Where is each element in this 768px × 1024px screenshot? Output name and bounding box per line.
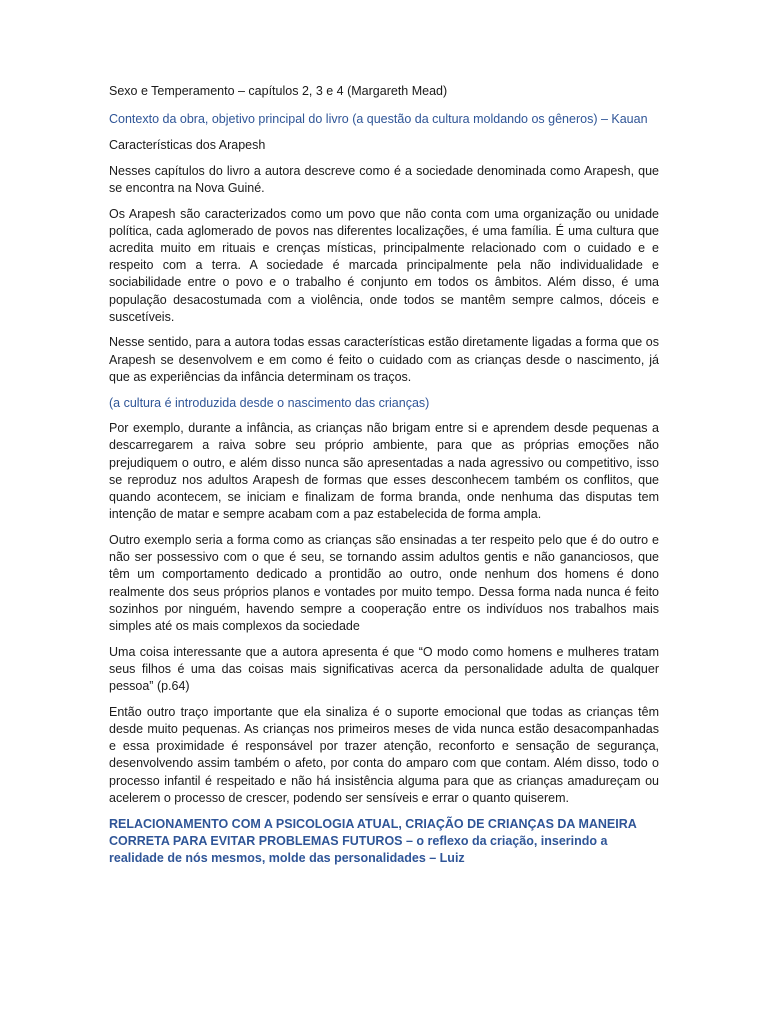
paragraph: Uma coisa interessante que a autora apresenta é que “O modo como homens e mulheres tratam seus filhos é uma das coisas mais significativas acerca da personalidade adulta de qualquer pessoa” (p.64) <box>109 644 659 694</box>
paragraph: Nesses capítulos do livro a autora descreve como é a sociedade denominada como Arapesh, que se encontra na Nova Guiné. <box>109 163 659 195</box>
context-note: Contexto da obra, objetivo principal do livro (a questão da cultura moldando os gêneros) – Kauan <box>109 112 648 127</box>
paragraph: Nesse sentido, para a autora todas essas características estão diretamente ligadas a forma que os Arapesh se desenvolvem e em como é feito o cuidado com as crianças desde o nascimento, já que as experiências da infância determinam os traços. <box>109 335 659 384</box>
paragraph: Então outro traço importante que ela sinaliza é o suporte emocional que todas as crianças têm desde muito pequenas. As crianças nos primeiros meses de vida nunca estão desacompanhadas e essa proximidade é responsável por trazer atenção, reconforto e sensação de segurança, desenvolvendo assim também o afeto, por conta do amparo com que contam. Além disso, todo o processo infantil é respeitado e não há insistência alguma para que as crianças amadureçam ou acelerem o processo de crescer, podendo ser sensíveis e errar o quanto quiserem. <box>109 704 659 805</box>
document-page <box>109 83 659 876</box>
paragraph: Os Arapesh são caracterizados como um povo que não conta com uma organização ou unidade política, cada aglomerado de povos nas diferentes localizações, é uma família. É uma cultura que acredita muito em rituais e crenças místicas, principalmente relacionado com o cuidado e e respeito com a terra. A sociedade é marcada principalmente pela não individualidade e sociabilidade entre o povo e o trabalho é conjunto em todos os âmbitos. Além disso, é uma população desacostumada com a violência, onde todos se mantêm sempre calmos, dóceis e suscetíveis. <box>109 206 659 324</box>
document-title: Sexo e Temperamento – capítulos 2, 3 e 4 (Margareth Mead) <box>109 84 448 98</box>
paragraph: Outro exemplo seria a forma como as crianças são ensinadas a ter respeito pelo que é do outro e não ser possessivo com o que é seu, se tornando assim adultos gentis e não gananciosos, que têm um comportamento dedicado a prontidão ao outro, onde nenhum dos homens é dono realmente dos seus próprios planos e vontades por muito tempo. Dessa forma nada nunca é feito sozinhos por ninguém, havendo sempre a cooperação entre os indivíduos nos trabalhos mais simples até os mais complexos da sociedade <box>109 532 659 633</box>
section-heading: Características dos Arapesh <box>109 137 266 152</box>
closing-note: RELACIONAMENTO COM A PSICOLOGIA ATUAL, CRIAÇÃO DE CRIANÇAS DA MANEIRA CORRETA PARA EVITAR PROBLEMAS FUTUROS – o reflexo da criação, inserindo a realidade de nós mesmos, molde das personalidades – Luiz <box>109 816 637 865</box>
culture-note: (a cultura é introduzida desde o nascimento das crianças) <box>109 395 430 410</box>
paragraph: Por exemplo, durante a infância, as crianças não brigam entre si e aprendem desde pequenas a descarregarem a raiva sobre seu próprio ambiente, para que as próprias emoções não prejudiquem o outro, e além disso nunca são apresentadas a nada agressivo ou competitivo, isso se reproduz nos adultos Arapesh de formas que esses desconhecem também os conflitos, que quando acontecem, se iniciam e finalizam de forma branda, onde nenhuma das disputas tem intenção de matar e sempre acabam com a paz estabelecida de forma ampla. <box>109 421 659 522</box>
